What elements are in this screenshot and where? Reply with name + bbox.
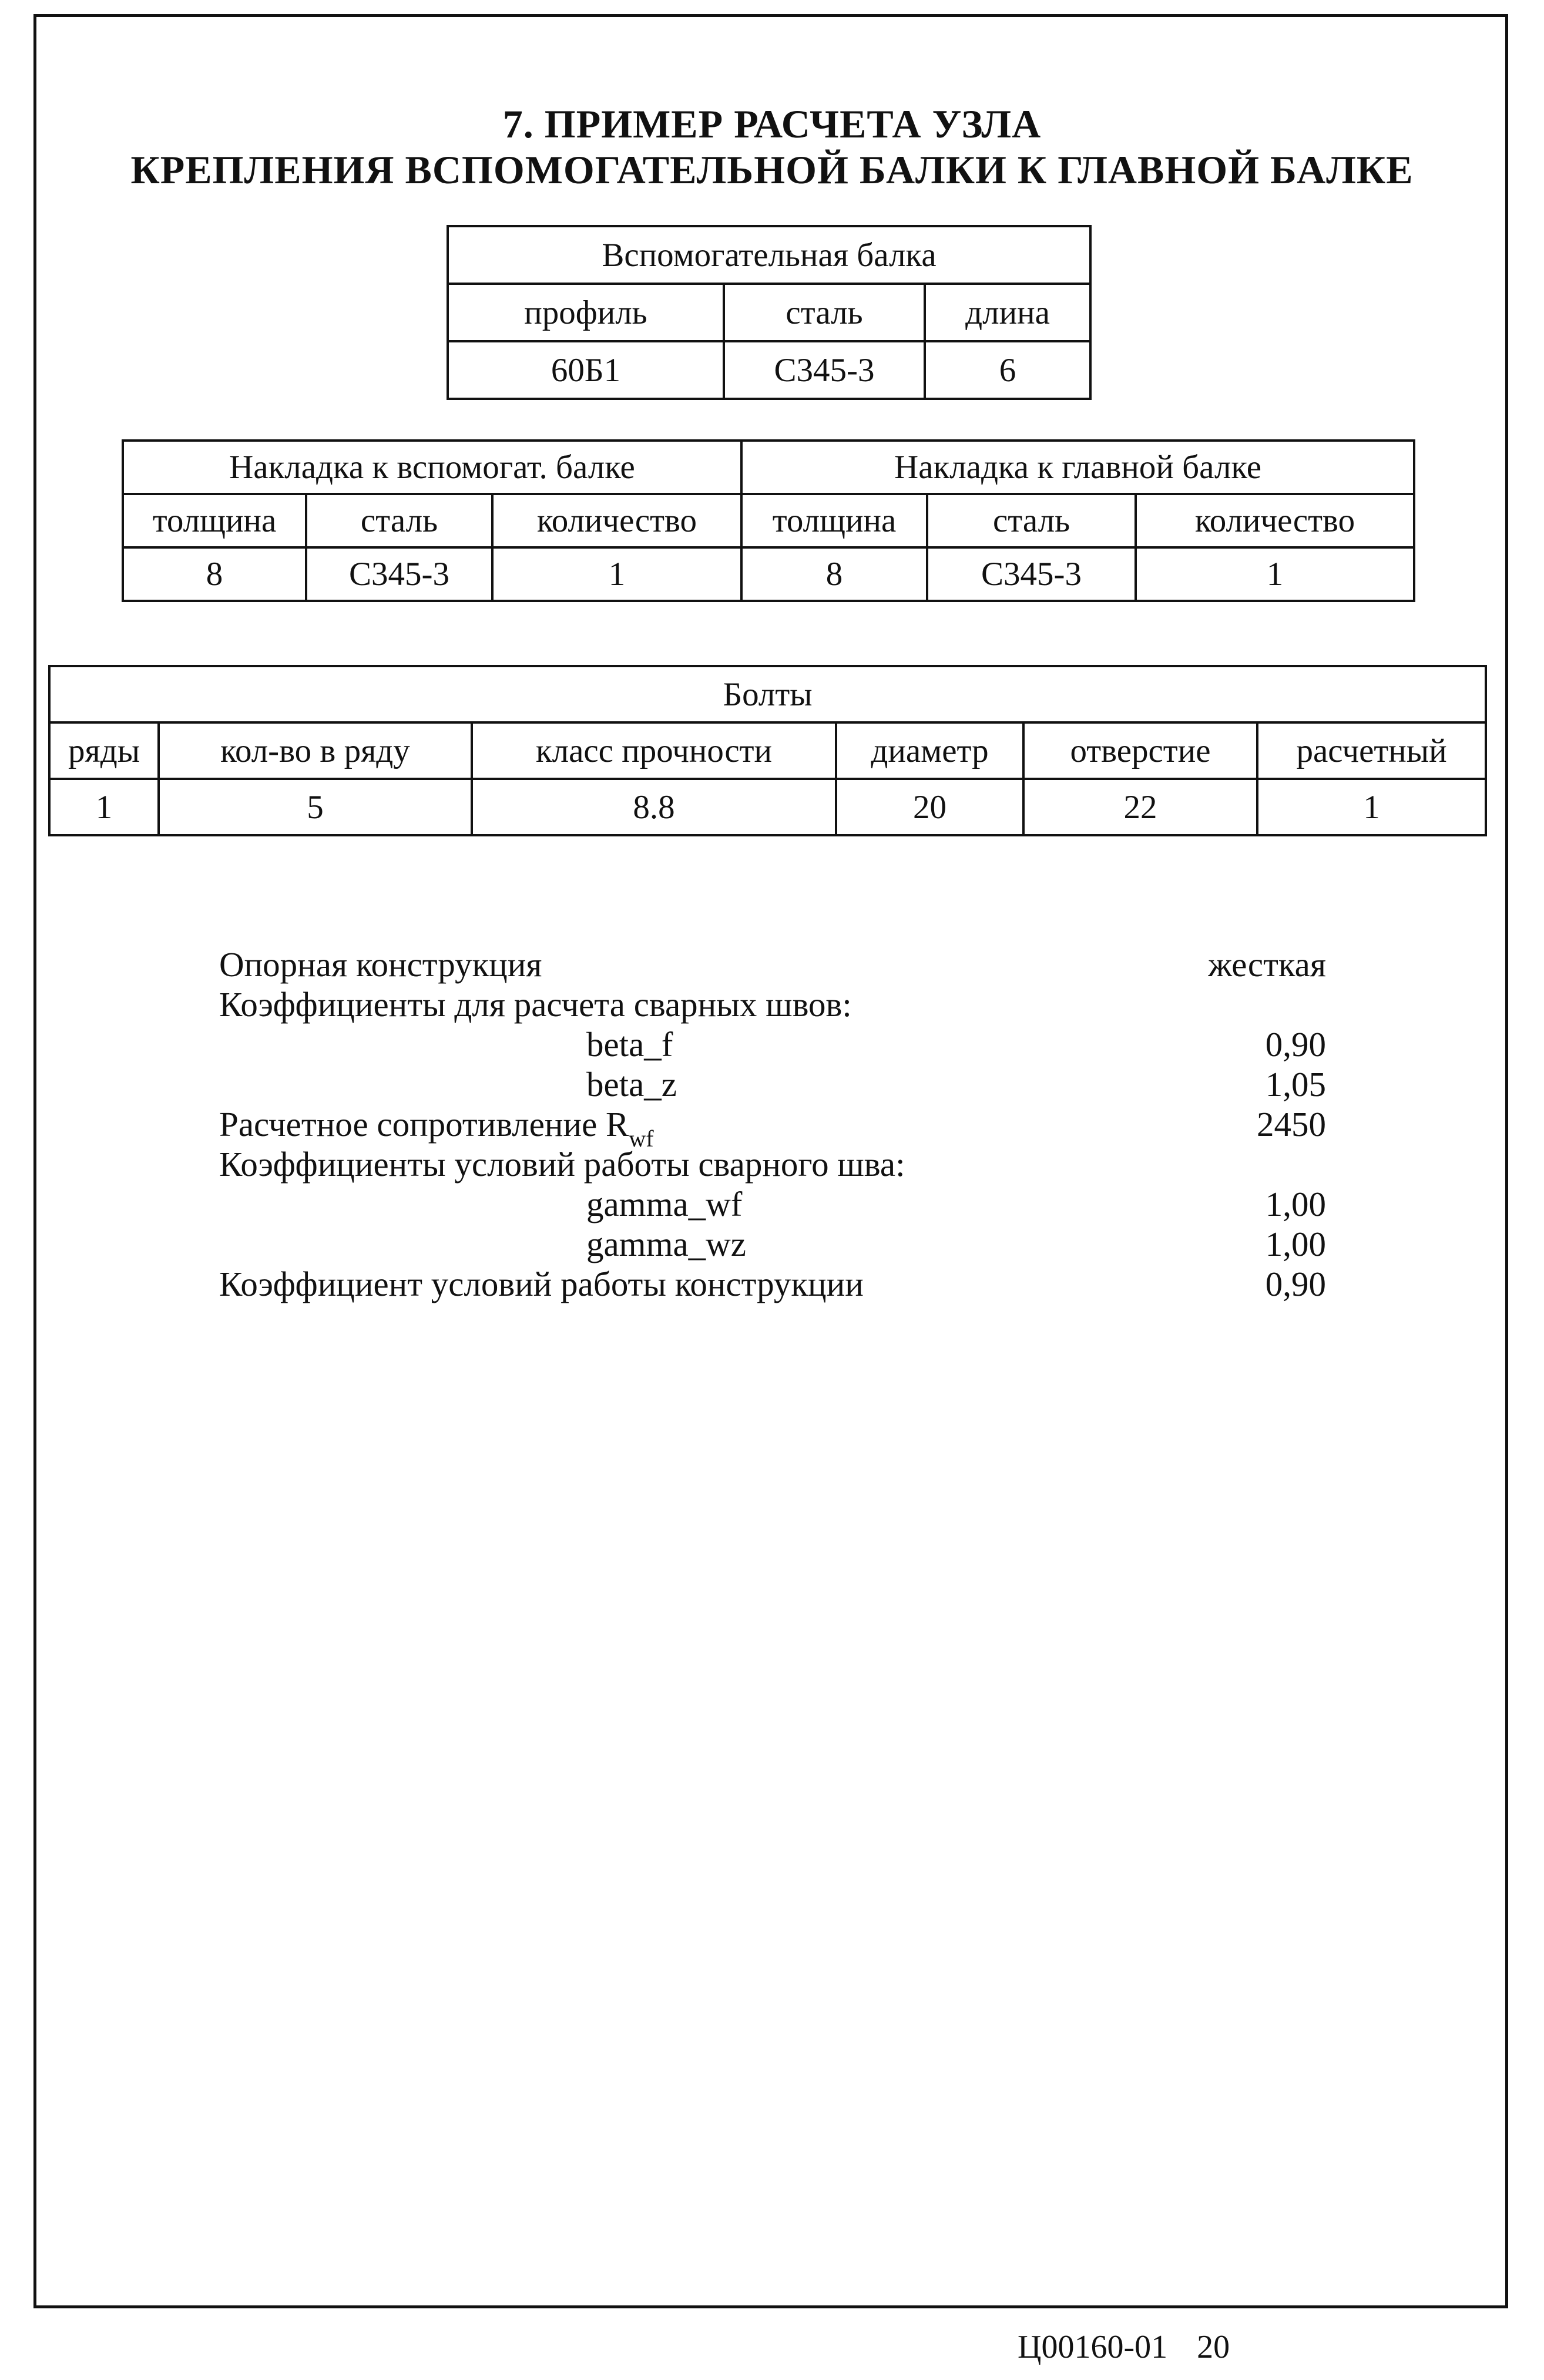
bolts-header: Болты: [49, 666, 1486, 722]
resistance-label: Расчетное сопротивление R: [219, 1105, 629, 1144]
param-label: Коэффициенты условий работы сварного шва:: [219, 1145, 905, 1184]
plate-col-quantity: количество: [1136, 494, 1414, 547]
param-value: 1,05: [1265, 1065, 1326, 1104]
plate-cell: 1: [492, 547, 741, 601]
secondary-beam-table: [447, 225, 1092, 400]
beam-length-value: 6: [925, 341, 1090, 399]
param-value: 2450: [1257, 1105, 1326, 1144]
param-label: beta_f: [586, 1025, 673, 1064]
param-row: [219, 1064, 1326, 1104]
page-footer: [1018, 2328, 1230, 2366]
plate-col-steel: сталь: [927, 494, 1136, 547]
page-number: 20: [1197, 2329, 1230, 2365]
beam-table-header: Вспомогательная балка: [448, 226, 1090, 284]
beam-col-steel: сталь: [724, 284, 925, 341]
param-row: [219, 1184, 1326, 1224]
plate-col-thickness: толщина: [123, 494, 306, 547]
bolts-cell: 5: [159, 779, 472, 835]
param-label: gamma_wf: [586, 1185, 743, 1223]
param-label: Коэффициент условий работы конструкции: [219, 1265, 864, 1303]
bolts-cell: 1: [1257, 779, 1486, 835]
param-row: [219, 944, 1326, 984]
bolts-col-strength-class: класс прочности: [472, 722, 836, 779]
bolts-col-rows: ряды: [49, 722, 159, 779]
plate-col-steel: сталь: [306, 494, 492, 547]
param-label: Коэффициенты для расчета сварных швов:: [219, 985, 852, 1024]
param-value: 1,00: [1265, 1225, 1326, 1263]
param-row: [219, 1224, 1326, 1264]
param-row: [219, 984, 1326, 1024]
plate-main-header: Накладка к главной балке: [741, 441, 1414, 494]
param-label: Опорная конструкция: [219, 945, 542, 984]
bolts-cell: 1: [49, 779, 159, 835]
plate-cell: 1: [1136, 547, 1414, 601]
title-line-2: КРЕПЛЕНИЯ ВСПОМОГАТЕЛЬНОЙ БАЛКИ К ГЛАВНОЙ БАЛКЕ: [130, 147, 1414, 192]
bolts-col-per-row: кол-во в ряду: [159, 722, 472, 779]
param-label: gamma_wz: [586, 1225, 746, 1263]
plate-cell: С345-3: [306, 547, 492, 601]
plate-cell: 8: [123, 547, 306, 601]
plate-cell: 8: [741, 547, 927, 601]
document-code: Ц00160-01: [1018, 2329, 1168, 2365]
page-title: [0, 101, 1544, 193]
bolts-cell: 8.8: [472, 779, 836, 835]
param-value: 1,00: [1265, 1185, 1326, 1223]
title-line-1: 7. ПРИМЕР РАСЧЕТА УЗЛА: [502, 102, 1042, 146]
bolts-cell: 20: [836, 779, 1023, 835]
calculation-parameters: [219, 944, 1326, 1304]
beam-profile-value: 60Б1: [448, 341, 724, 399]
plate-cell: С345-3: [927, 547, 1136, 601]
beam-col-profile: профиль: [448, 284, 724, 341]
param-row: [219, 1144, 1326, 1184]
plate-col-quantity: количество: [492, 494, 741, 547]
plates-table: [122, 439, 1415, 602]
bolts-cell: 22: [1023, 779, 1257, 835]
param-row: [219, 1104, 1326, 1152]
bolts-col-hole: отверстие: [1023, 722, 1257, 779]
plate-secondary-header: Накладка к вспомогат. балке: [123, 441, 741, 494]
param-row: [219, 1264, 1326, 1304]
bolts-table: [48, 665, 1487, 836]
param-row: [219, 1024, 1326, 1064]
param-label: [219, 1104, 654, 1152]
param-value: 0,90: [1265, 1265, 1326, 1303]
param-value: 0,90: [1265, 1025, 1326, 1064]
beam-steel-value: С345-3: [724, 341, 925, 399]
plate-col-thickness: толщина: [741, 494, 927, 547]
param-value: жесткая: [1208, 945, 1326, 984]
param-label: beta_z: [586, 1065, 677, 1104]
beam-col-length: длина: [925, 284, 1090, 341]
bolts-col-design: расчетный: [1257, 722, 1486, 779]
bolts-col-diameter: диаметр: [836, 722, 1023, 779]
resistance-subscript: wf: [629, 1125, 654, 1152]
